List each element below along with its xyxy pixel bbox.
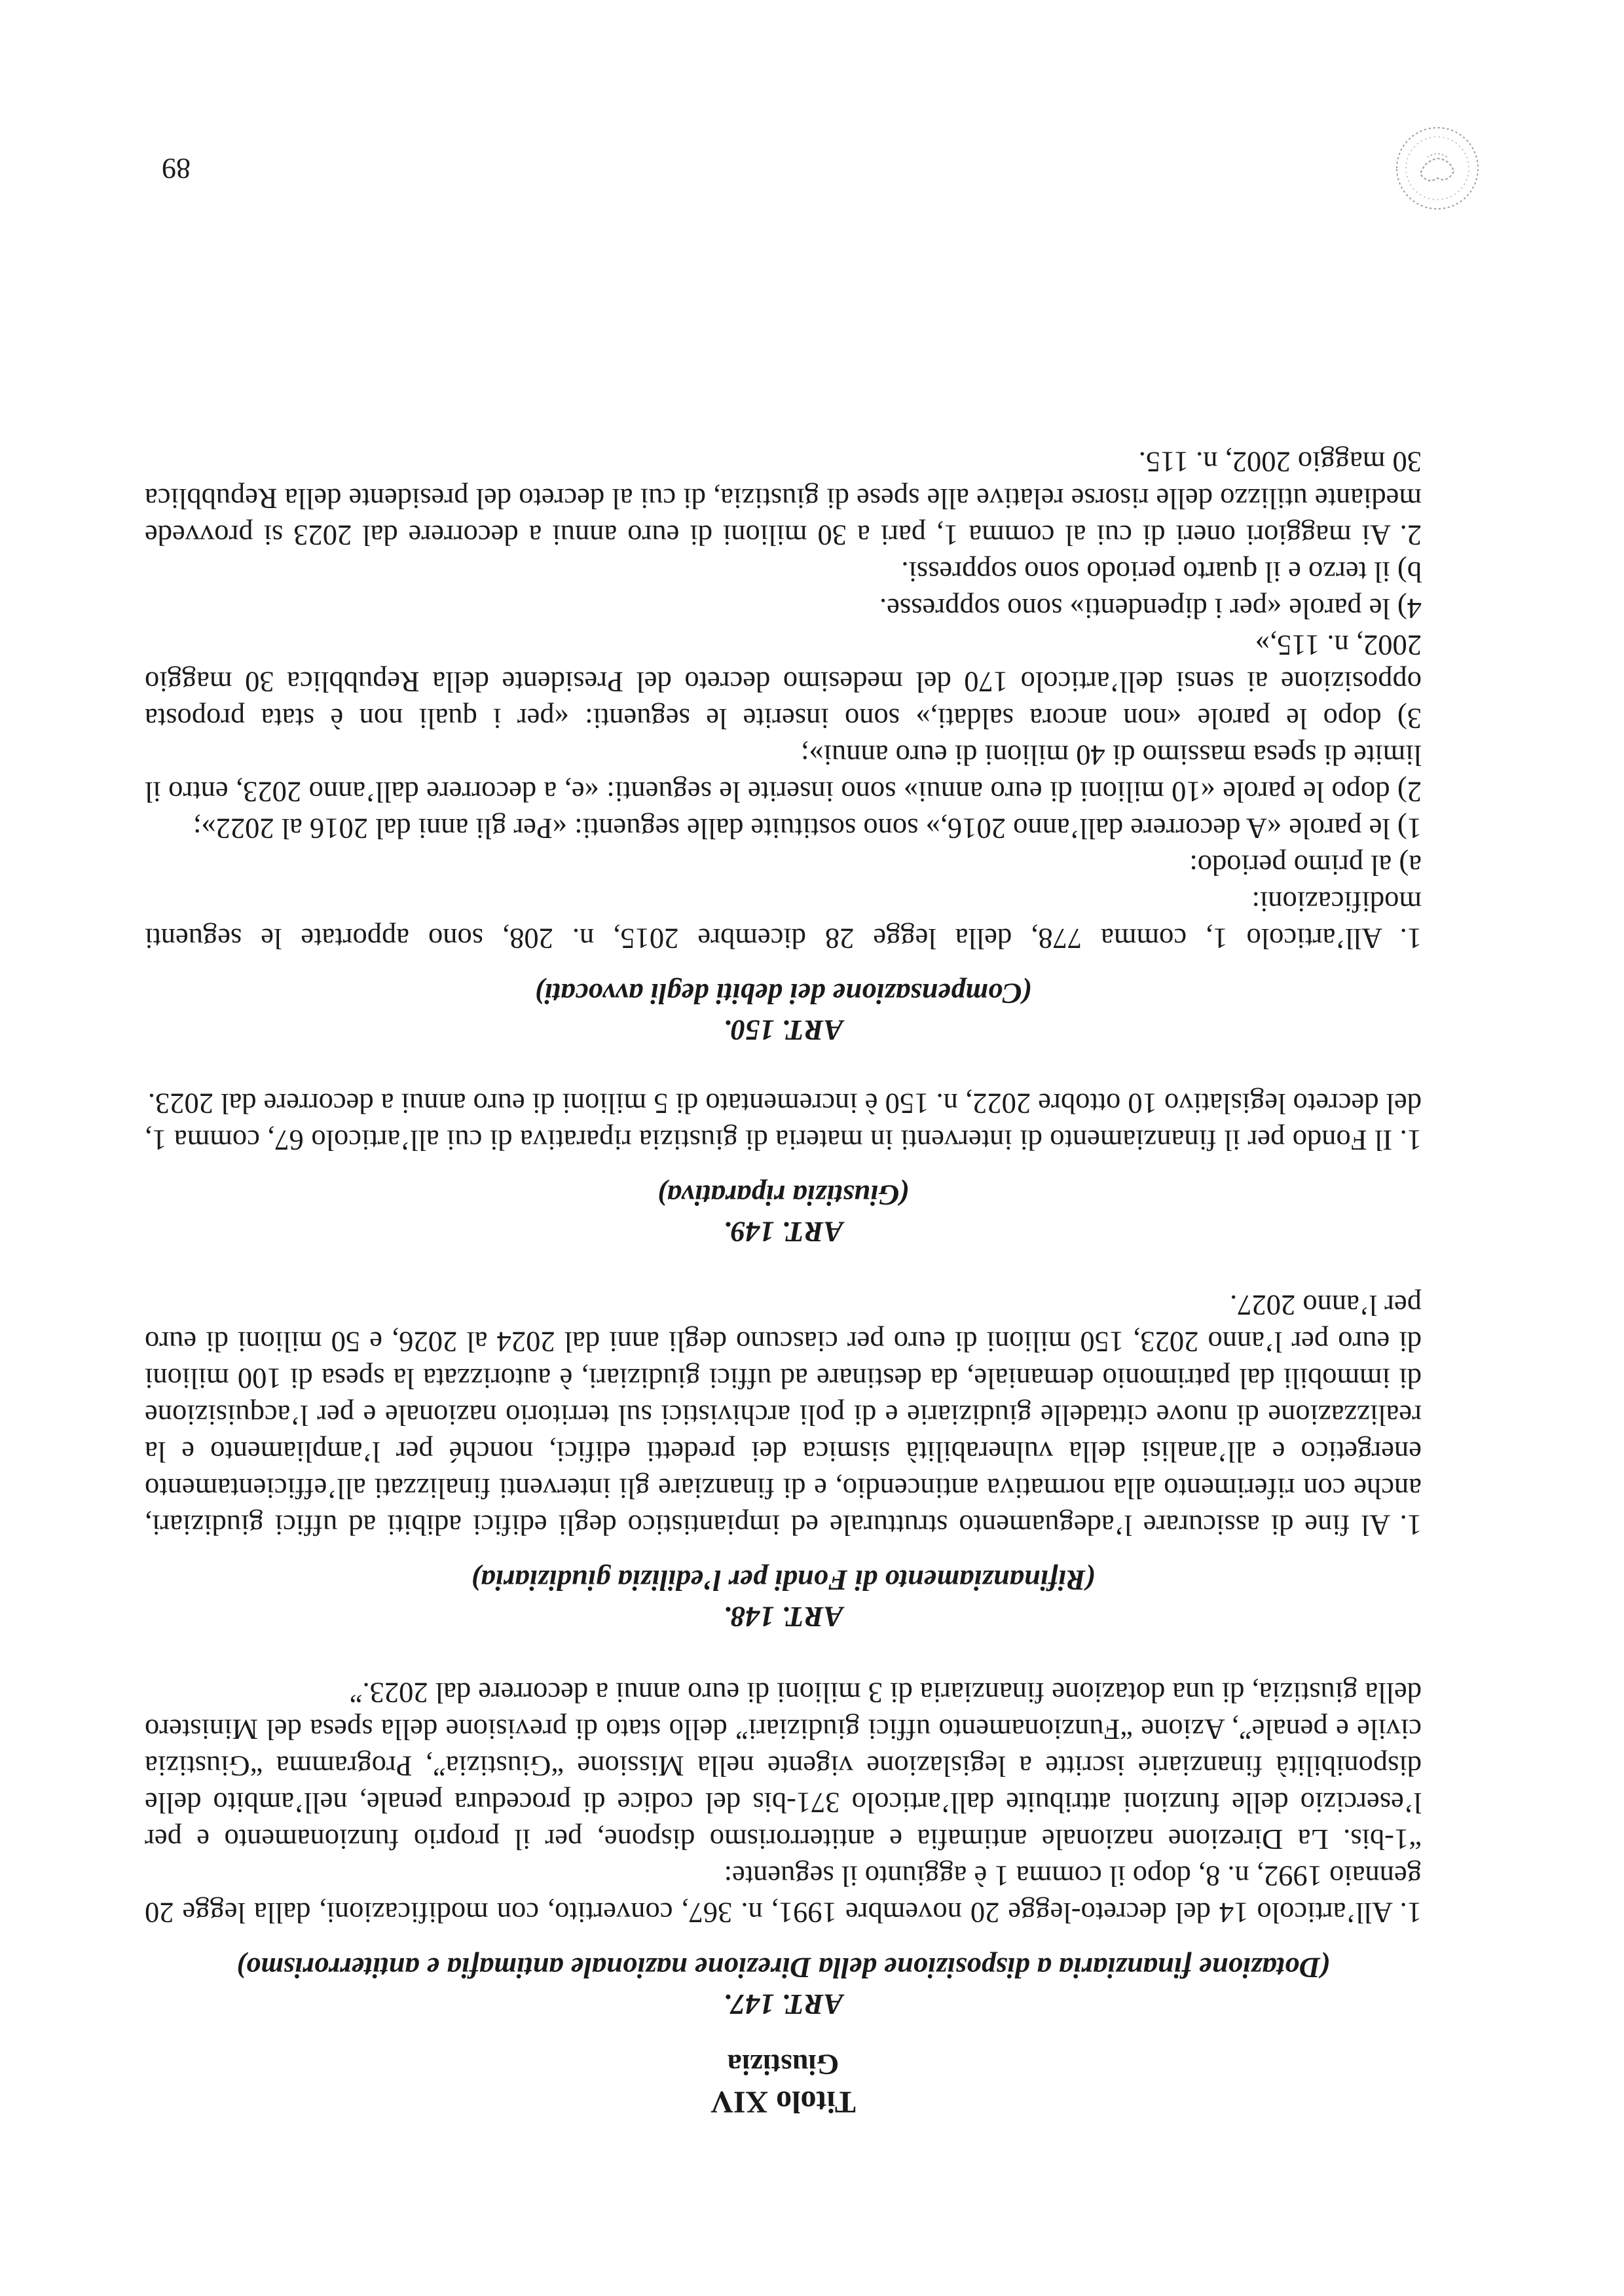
article-paragraph: 1. All’articolo 14 del decreto-legge 20 novembre 1991, n. 367, convertito, con modificazioni, dalla legge 20 gennaio 1992, n. 8, dopo il comma 1 è aggiunto il seguente: xyxy=(145,1860,1422,1929)
document-body xyxy=(145,444,1422,2120)
article-paragraph: 1) le parole «A decorrere dall’anno 2016,» sono sostituite dalle seguenti: «Per gli anni dal 2016 al 2022»; xyxy=(193,812,1422,845)
official-stamp-seal xyxy=(1388,119,1486,217)
article-paragraph: 1. Il Fondo per il finanziamento di interventi in materia di giustizia riparativa di cui all’articolo 67, comma 1, del decreto legislativo 10 ottobre 2022, n. 150 è incrementato di 5 milioni di euro annui a decorrere dal 2023. xyxy=(145,1087,1422,1157)
article-paragraph: 2) dopo le parole «10 milioni di euro annui» sono inserite le seguenti: «e, a decorrere dall’anno 2023, entro il limite di spesa massimo di 40 milioni di euro annui»; xyxy=(145,739,1422,809)
article-heading: ART. 149. xyxy=(723,1216,843,1248)
article-paragraph: a) al primo periodo: xyxy=(1189,849,1422,882)
title-heading: Titolo XIV xyxy=(710,2085,856,2119)
article-paragraph: “1-bis. La Direzione nazionale antimafia e antiterrorismo dispone, per il proprio funzionamento e per l’esercizio delle funzioni attribuite dall’articolo 371-bis del codice di procedura penale, nell’ambito delle disponibilità finanziarie iscritte a legislazione vigente nella Missione “Giustizia”, Programma “Giustizia civile e penale”, Azione “Funzionamento uffici giudiziari” dello stato di previsione della spesa del Ministero della giustizia, di una dotazione finanziaria di 3 milioni di euro annui a decorrere dal 2023.” xyxy=(145,1677,1422,1856)
page-number: 89 xyxy=(162,153,191,185)
article-rubric: (Giustizia riparativa) xyxy=(657,1179,910,1212)
article-paragraph: 3) dopo le parole «non ancora saldati,» sono inserite le seguenti: «per i quali non è stata proposta opposizione ai sensi dell’articolo 170 del medesimo decreto del Presidente della Repubblica 30 maggio 2002, n. 115,» xyxy=(145,629,1422,735)
article-paragraph: b) il terzo e il quarto periodo sono soppressi. xyxy=(901,556,1422,589)
article-heading: ART. 150. xyxy=(723,1014,843,1047)
article-rubric: (Rifinanziamento di Fondi per l’edilizia giudiziaria) xyxy=(471,1564,1096,1597)
article-paragraph: 1. All’articolo 1, comma 778, della legge 28 dicembre 2015, n. 208, sono apportate le seguenti modificazioni: xyxy=(145,886,1422,955)
article-rubric: (Compensazione dei debiti degli avvocati) xyxy=(534,977,1032,1010)
article-paragraph: 4) le parole «per i dipendenti» sono soppresse. xyxy=(879,592,1422,625)
article-paragraph: 2. Ai maggiori oneri di cui al comma 1, pari a 30 milioni di euro annui a decorrere dal 2023 si provvede mediante utilizzo delle risorse relative alle spese di giustizia, di cui al decreto del presidente della Repubblica 30 maggio 2002, n. 115. xyxy=(145,446,1422,552)
subtitle-heading: Giustizia xyxy=(727,2049,840,2081)
article-rubric: (Dotazione finanziaria a disposizione della Direzione nazionale antimafia e antiterrorismo) xyxy=(236,1952,1331,1984)
article-paragraph: 1. Al fine di assicurare l’adeguamento strutturale ed impiantistico degli edifici adibiti ad uffici giudiziari, anche con riferimento alla normativa antincendio, e di finanziare gli interventi finalizzati all’efficientamento energetico e all’analisi della vulnerabilità sismica dei predetti edifici, nonché per l’ampliamento e la realizzazione di nuove cittadelle giudiziarie e di poli archivistici sul territorio nazionale e per l’acquisizione di immobili dal patrimonio demaniale, da destinare ad uffici giudiziari, è autorizzata la spesa di 100 milioni di euro per l’anno 2023, 150 milioni di euro per ciascuno degli anni dal 2024 al 2026, e 50 milioni di euro per l’anno 2027. xyxy=(145,1289,1422,1542)
article-heading: ART. 148. xyxy=(723,1601,843,1633)
article-heading: ART. 147. xyxy=(723,1988,843,2021)
